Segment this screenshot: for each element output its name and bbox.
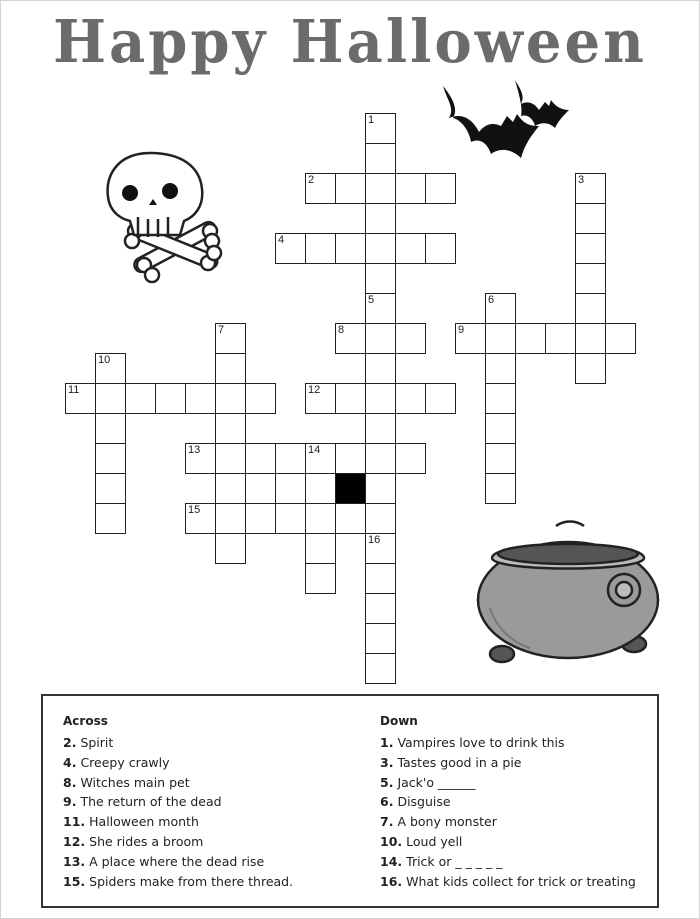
clue-number: 10. [380, 833, 403, 849]
crossword-cell[interactable] [95, 353, 126, 384]
crossword-cell[interactable] [365, 443, 396, 474]
crossword-cell[interactable] [305, 443, 336, 474]
crossword-cell[interactable] [215, 353, 246, 384]
crossword-cell[interactable] [365, 323, 396, 354]
crossword-cell[interactable] [95, 383, 126, 414]
crossword-cell[interactable] [185, 503, 216, 534]
cell-number: 12 [308, 384, 321, 396]
clue-text: Creepy crawly [80, 754, 170, 770]
clue-number: 12. [63, 833, 86, 849]
cell-number: 16 [368, 534, 381, 546]
crossword-cell[interactable] [365, 533, 396, 564]
crossword-cell[interactable] [485, 443, 516, 474]
crossword-cell[interactable] [395, 383, 426, 414]
crossword-cell[interactable] [365, 353, 396, 384]
crossword-cell[interactable] [305, 233, 336, 264]
cell-number: 14 [308, 444, 321, 456]
crossword-cell[interactable] [245, 473, 276, 504]
crossword-cell[interactable] [245, 503, 276, 534]
clue-number: 6. [380, 794, 394, 810]
crossword-cell[interactable] [515, 323, 546, 354]
clue-text: The return of the dead [80, 794, 222, 810]
down-clue [380, 793, 636, 813]
clue-number: 16. [380, 873, 403, 889]
clue-text: What kids collect for trick or treating [406, 873, 636, 889]
crossword-cell[interactable] [335, 233, 366, 264]
clue-number: 15. [63, 873, 86, 889]
clue-text: A place where the dead rise [89, 853, 265, 869]
across-clue [63, 734, 293, 754]
cell-number: 11 [68, 384, 80, 396]
down-clue [380, 754, 636, 774]
clue-text: She rides a broom [89, 833, 204, 849]
crossword-cell[interactable] [365, 413, 396, 444]
crossword-cell[interactable] [605, 323, 636, 354]
down-clue [380, 833, 636, 853]
crossword-cell[interactable] [365, 473, 396, 504]
clue-text: Halloween month [89, 814, 199, 830]
crossword-cell[interactable] [305, 533, 336, 564]
clue-number: 14. [380, 853, 403, 869]
crossword-cell[interactable] [305, 383, 336, 414]
crossword-cell[interactable] [575, 293, 606, 324]
clue-text: Disguise [397, 794, 451, 810]
crossword-cell[interactable] [305, 563, 336, 594]
clues-box [41, 694, 659, 908]
cell-number: 4 [278, 234, 285, 246]
clue-text: Spiders make from there thread. [89, 873, 294, 889]
down-clue [380, 774, 636, 794]
cell-number: 6 [488, 294, 495, 306]
crossword-cell[interactable] [95, 443, 126, 474]
crossword-cell[interactable] [365, 173, 396, 204]
cell-number: 1 [368, 114, 375, 126]
clue-text: Jack'o ______ [397, 774, 476, 790]
crossword-cell[interactable] [365, 383, 396, 414]
crossword-cell[interactable] [275, 473, 306, 504]
crossword-cell[interactable] [155, 383, 186, 414]
across-clue [63, 873, 293, 893]
clue-text: Witches main pet [80, 774, 190, 790]
cell-number: 3 [578, 174, 585, 186]
cell-number: 5 [368, 294, 375, 306]
cell-number: 13 [188, 444, 201, 456]
crossword-cell[interactable] [365, 623, 396, 654]
crossword-cell[interactable] [365, 503, 396, 534]
down-clue [380, 734, 636, 754]
crossword-cell[interactable] [485, 323, 516, 354]
crossword-cell[interactable] [455, 323, 486, 354]
across-clues [63, 714, 293, 892]
across-clue [63, 853, 293, 873]
crossword-cell[interactable] [575, 323, 606, 354]
crossword-cell[interactable] [305, 173, 336, 204]
crossword-cell[interactable] [335, 443, 366, 474]
crossword-cell[interactable] [335, 173, 366, 204]
crossword-cell[interactable] [215, 443, 246, 474]
clue-number: 5. [380, 774, 394, 790]
crossword-block-cell [335, 473, 366, 504]
crossword-cell[interactable] [365, 563, 396, 594]
crossword-cell[interactable] [365, 233, 396, 264]
crossword-cell[interactable] [485, 473, 516, 504]
cell-number: 10 [98, 354, 111, 366]
crossword-cell[interactable] [215, 473, 246, 504]
clue-text: Trick or _ _ _ _ _ [406, 853, 503, 869]
crossword-cell[interactable] [485, 413, 516, 444]
crossword-cell[interactable] [425, 233, 456, 264]
cell-number: 2 [308, 174, 315, 186]
across-clue [63, 774, 293, 794]
crossword-cell[interactable] [365, 593, 396, 624]
crossword-cell[interactable] [185, 383, 216, 414]
clue-number: 8. [63, 774, 77, 790]
across-clue [63, 813, 293, 833]
clue-text: Loud yell [406, 833, 463, 849]
crossword-cell[interactable] [335, 383, 366, 414]
crossword-cell[interactable] [425, 173, 456, 204]
crossword-cell[interactable] [275, 443, 306, 474]
crossword-cell[interactable] [215, 383, 246, 414]
cell-number: 8 [338, 324, 345, 336]
crossword-cell[interactable] [185, 443, 216, 474]
clue-number: 7. [380, 814, 394, 830]
page-title: Happy Halloween [53, 7, 647, 77]
crossword-cell[interactable] [575, 233, 606, 264]
clue-number: 1. [380, 735, 394, 750]
crossword-cell[interactable] [575, 263, 606, 294]
clue-number: 13. [63, 853, 86, 869]
crossword-cell[interactable] [395, 323, 426, 354]
crossword-cell[interactable] [215, 413, 246, 444]
down-clue [380, 813, 636, 833]
across-clue [63, 754, 293, 774]
crossword-cell[interactable] [575, 203, 606, 234]
crossword-cell[interactable] [275, 503, 306, 534]
across-clue [63, 793, 293, 813]
crossword-cell[interactable] [365, 653, 396, 684]
clue-text: Vampires love to drink this [397, 735, 565, 750]
crossword-cell[interactable] [365, 203, 396, 234]
crossword-cell[interactable] [125, 383, 156, 414]
crossword-cell[interactable] [215, 323, 246, 354]
down-clues [380, 714, 636, 892]
crossword-cell[interactable] [305, 473, 336, 504]
clue-number: 3. [380, 754, 394, 770]
crossword-cell[interactable] [485, 293, 516, 324]
crossword-cell[interactable] [575, 173, 606, 204]
crossword-cell[interactable] [395, 443, 426, 474]
crossword-cell[interactable] [95, 473, 126, 504]
crossword-cell[interactable] [425, 383, 456, 414]
crossword-cell[interactable] [215, 503, 246, 534]
down-clue [380, 873, 636, 893]
crossword-cell[interactable] [65, 383, 96, 414]
clue-number: 9. [63, 794, 77, 810]
crossword-cell[interactable] [245, 383, 276, 414]
crossword-cell[interactable] [365, 113, 396, 144]
crossword-cell[interactable] [215, 533, 246, 564]
crossword-cell[interactable] [365, 293, 396, 324]
clue-number: 2. [63, 735, 77, 750]
clue-text: Tastes good in a pie [397, 754, 522, 770]
across-heading: Across [63, 714, 108, 728]
crossword-cell[interactable] [395, 173, 426, 204]
clue-text: Spirit [80, 735, 114, 750]
down-clue [380, 853, 636, 873]
across-clue [63, 833, 293, 853]
clue-number: 11. [63, 814, 86, 830]
down-heading: Down [380, 714, 418, 728]
cell-number: 7 [218, 324, 225, 336]
crossword-cell[interactable] [485, 353, 516, 384]
crossword-cell[interactable] [95, 413, 126, 444]
cell-number: 9 [458, 324, 465, 336]
crossword-cell[interactable] [335, 503, 366, 534]
crossword-cell[interactable] [365, 143, 396, 174]
crossword-cell[interactable] [485, 383, 516, 414]
crossword-cell[interactable] [545, 323, 576, 354]
crossword-cell[interactable] [305, 503, 336, 534]
crossword-cell[interactable] [575, 353, 606, 384]
crossword-cell[interactable] [335, 323, 366, 354]
crossword-cell[interactable] [95, 503, 126, 534]
crossword-cell[interactable] [245, 443, 276, 474]
crossword-cell[interactable] [395, 233, 426, 264]
clue-text: A bony monster [397, 814, 497, 830]
crossword-cell[interactable] [365, 263, 396, 294]
clue-number: 4. [63, 754, 77, 770]
crossword-cell[interactable] [275, 233, 306, 264]
cell-number: 15 [188, 504, 201, 516]
